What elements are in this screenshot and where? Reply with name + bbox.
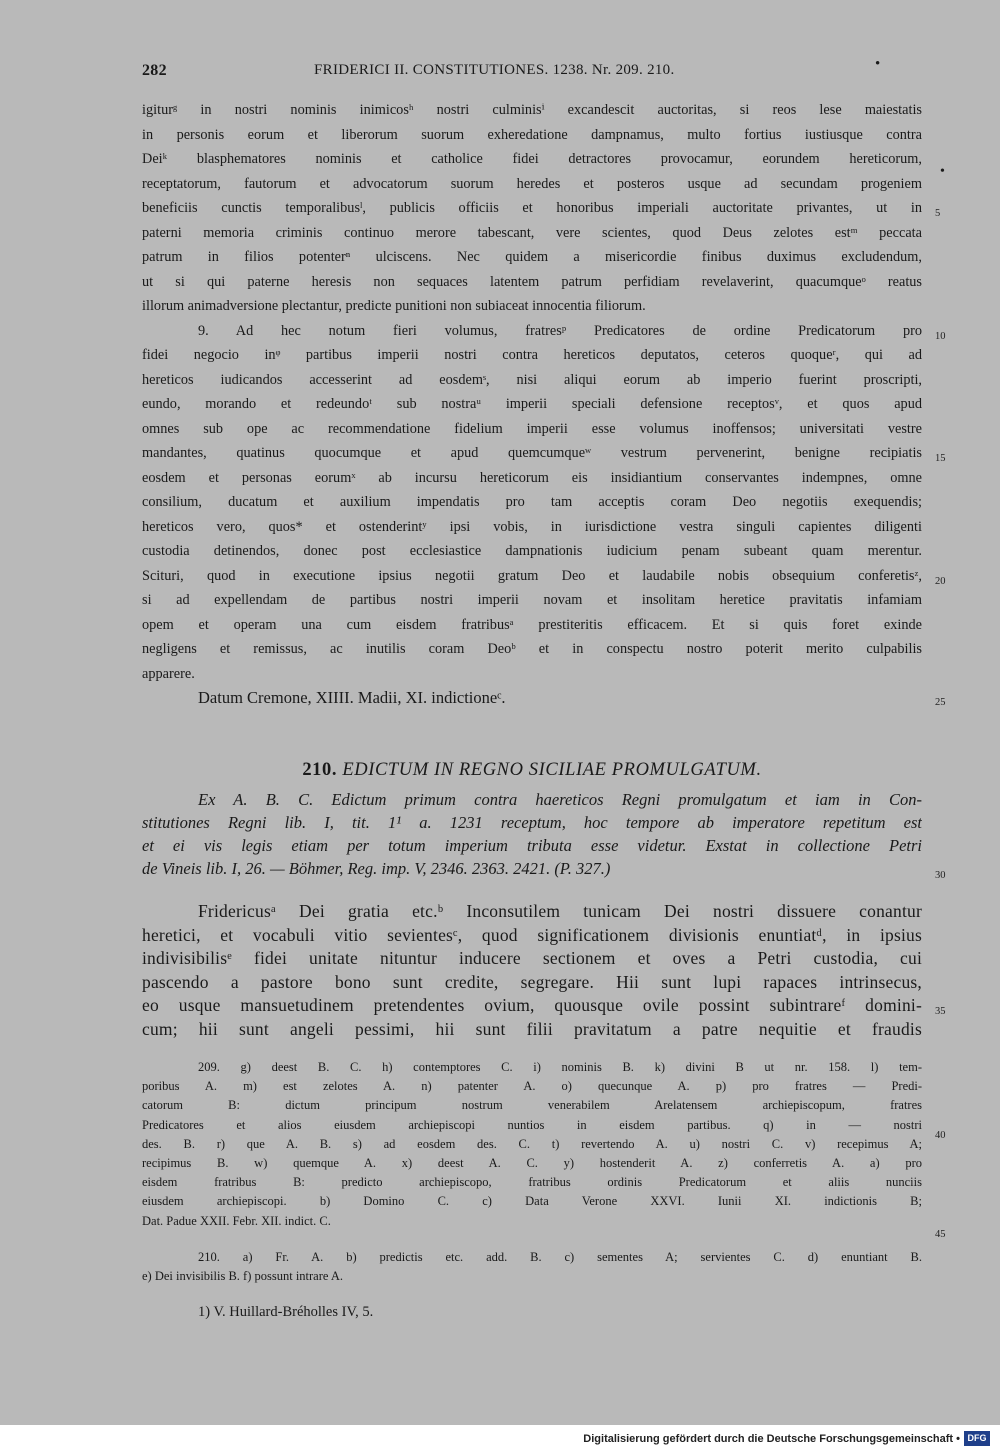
doc210-text — [142, 900, 922, 1042]
text-line: heretici, et vocabuli vitio sevientesᶜ, quod significationem divisionis enuntiatᵈ, in ipsius — [142, 924, 922, 945]
source-line: de Vineis lib. I, 26. — Böhmer, Reg. imp. V, 2346. 2363. 2421. (P. 327.) — [142, 859, 611, 878]
text-line: indivisibilisᵉ fidei unitate nituntur inducere sectionem et oves a Petri custodia, cui — [142, 948, 922, 969]
text-line: negligens et remissus, ac inutilis coram Deoᵇ et in conspectu nostro poterit merito culpabilis — [142, 641, 922, 657]
text-line: custodia detinendos, donec post ecclesiastice dampnationis iudicium penam subeant quam merentur. — [142, 543, 922, 559]
note-line: eiusdem archiepiscopi. b) Domino C. c) Data Verone XXVI. Iunii XI. indictionis B; — [142, 1194, 922, 1209]
funding-credit: Digitalisierung gefördert durch die Deutsche Forschungsgemeinschaft • — [583, 1433, 960, 1445]
text-line: Scituri, quod in executione ipsius negotii gratum Deo et laudabile nobis obsequium conferetisᶻ, — [142, 567, 922, 584]
apparatus-209 — [142, 1058, 922, 1231]
note-line: catorum B: dictum principum nostrum venerabilem Arelatensem archiepiscopum, fratres — [142, 1098, 922, 1113]
line-number: 25 — [935, 697, 946, 708]
doc-title: EDICTUM IN REGNO SICILIAE PROMULGATUM. — [342, 760, 762, 780]
doc209-text — [142, 98, 922, 711]
footnote: 1) V. Huillard-Bréholles IV, 5. — [198, 1304, 374, 1320]
text-line: illorum animadversione plectantur, predicte punitioni non subiaceat innocentia filiorum. — [142, 298, 646, 314]
line-number: 5 — [935, 208, 941, 219]
text-line: opem et operam una cum eisdem fratribusᵃ prestiteritis efficacem. Et si quis foret exinde — [142, 616, 922, 633]
text-line: mandantes, quatinus quocumque et apud quemcumqueʷ vestrum pervenerint, benigne recipiatis — [142, 445, 922, 461]
text-line: eundo, morando et redeundoᵗ sub nostraᵘ imperii speciali defensione receptosᵛ, et quos apud — [142, 396, 922, 412]
note-line: poribus A. m) est zelotes A. n) patenter A. o) quecunque A. p) pro fratres — Predi- — [142, 1079, 922, 1094]
text-line: paterni memoria criminis continuo merore tabescant, vere scientes, quod Deus zelotes estᵐ peccata — [142, 224, 922, 241]
note-line: Predicatores et alios eiusdem archiepiscopi nuntios in eisdem partibus. q) in — nostri — [142, 1117, 922, 1132]
text-line: in personis eorum et liberorum suorum exheredatione dampnamus, multo fortius iustiusque contra — [142, 126, 922, 143]
margin-mark: • — [875, 56, 881, 72]
text-line: apparere. — [142, 665, 195, 682]
text-line: receptatorum, fautorum et advocatorum suorum heredes et posteros usque ad secundam progeniem — [142, 175, 922, 192]
margin-bullet: • — [940, 164, 945, 179]
doc210-heading — [142, 760, 922, 781]
line-number: 40 — [935, 1130, 946, 1141]
text-line: pascendo a pastore bono sunt credite, segregare. Hii sunt lupi rapaces intrinsecus, — [142, 971, 922, 992]
line-number: 10 — [935, 331, 946, 342]
note-line: 209. g) deest B. C. h) contemptores C. i) nominis B. k) divini B ut nr. 158. l) tem- — [198, 1060, 922, 1074]
line-number: 30 — [935, 870, 946, 881]
running-header — [142, 56, 922, 86]
source-line: stitutiones Regni lib. I, tit. 1¹ a. 1231 receptum, hoc tempore ab imperatore repetitum est — [142, 813, 922, 832]
note-line: recipimus B. w) quemque A. x) deest A. C. y) hostenderit A. z) conferretis A. a) pro — [142, 1155, 922, 1170]
line-number: 20 — [935, 576, 946, 587]
text-line: eo usque mansuetudinem pretendentes ovium, quousque ovile possint subintrareᶠ domini- — [142, 995, 922, 1016]
source-line: Ex A. B. C. Edictum primum contra haereticos Regni promulgatum et iam in Con- — [198, 790, 922, 809]
text-line: si ad expellendam de partibus nostri imperii novam et insolitam heretice pravitatis infamiam — [142, 592, 922, 608]
text-line: patrum in filios potenterⁿ ulciscens. Nec quidem a misericordie finibus duximus excludendum, — [142, 249, 922, 265]
doc210-source-note — [142, 788, 922, 880]
note-line: des. B. r) que A. B. s) ad eosdem des. C. t) revertendo A. u) nostri C. v) recepimus A; — [142, 1136, 922, 1151]
text-line: 9. Ad hec notum fieri volumus, fratresᵖ Predicatores de ordine Predicatorum pro — [198, 322, 922, 339]
page-number: 282 — [142, 62, 167, 79]
text-line: eosdem et personas eorumˣ ab incursu hereticorum eis insidiantium conservantes indempnes, omne — [142, 469, 922, 486]
line-number: 15 — [935, 453, 946, 464]
text-line: consilium, ducatum et auxilium impendatis pro tam acceptis coram Deo negotiis exequendis; — [142, 494, 922, 510]
text-line: beneficiis cunctis temporalibusˡ, publicis officiis et honoribus imperiali auctoritate privantes, ut in — [142, 200, 922, 216]
running-title: FRIDERICI II. CONSTITUTIONES. 1238. Nr. 209. 210. — [314, 62, 675, 78]
text-line: omnes sub ope ac recommendatione fidelium imperii esse volumus inoffensos; universitati vestre — [142, 420, 922, 437]
apparatus-210 — [142, 1248, 922, 1286]
text-line: cum; hii sunt angeli pessimi, hii sunt filii pravitatum a patre nequitie et fraudis — [142, 1018, 922, 1039]
source-line: et ei vis legis etiam per totum imperium tributa esse videtur. Exstat in collectione Petri — [142, 836, 922, 855]
note-line: 210. a) Fr. A. b) predictis etc. add. B. c) sementes A; servientes C. d) enuntiant B. — [198, 1250, 922, 1264]
text-line: ut si qui paterne heresis non sequaces latentem patrum perfidiam revelaverint, quacumqueᵒ reatus — [142, 273, 922, 290]
dating-clause: Datum Cremone, XIIII. Madii, XI. indictioneᶜ. — [198, 688, 506, 707]
text-line: hereticos vero, quos* et ostenderintʸ ipsi vobis, in iurisdictione vestra singuli capientes diligenti — [142, 518, 922, 535]
text-line: Fridericusᵃ Dei gratia etc.ᵇ Inconsutilem tunicam Dei nostri dissuere conantur — [198, 901, 922, 921]
text-line: Deiᵏ blasphematores nominis et catholice fidei detractores provocamur, eorundem hereticorum, — [142, 151, 922, 167]
note-line: Dat. Padue XXII. Febr. XII. indict. C. — [142, 1213, 331, 1228]
doc-number: 210. — [302, 760, 338, 780]
note-line: eisdem fratribus B: predicto archiepiscopo, fratribus ordinis Predicatorum et aliis nunciis — [142, 1175, 922, 1190]
text-line: hereticos iudicandos accesserint ad eosdemˢ, nisi aliqui eorum ab imperio fuerint proscripti, — [142, 371, 922, 388]
line-number: 45 — [935, 1229, 946, 1240]
dfg-logo: DFG — [964, 1431, 990, 1446]
footer-bar — [0, 1425, 1000, 1454]
text-line: igiturᵍ in nostri nominis inimicosʰ nostri culminisⁱ excandescit auctoritas, si reos lese maiestatis — [142, 102, 922, 118]
text-line: fidei negocio inᵠ partibus imperii nostri contra hereticos deputatos, ceteros quoqueʳ, qui ad — [142, 347, 922, 363]
note-line: e) Dei invisibilis B. f) possunt intrare A. — [142, 1269, 344, 1284]
line-number: 35 — [935, 1006, 946, 1017]
